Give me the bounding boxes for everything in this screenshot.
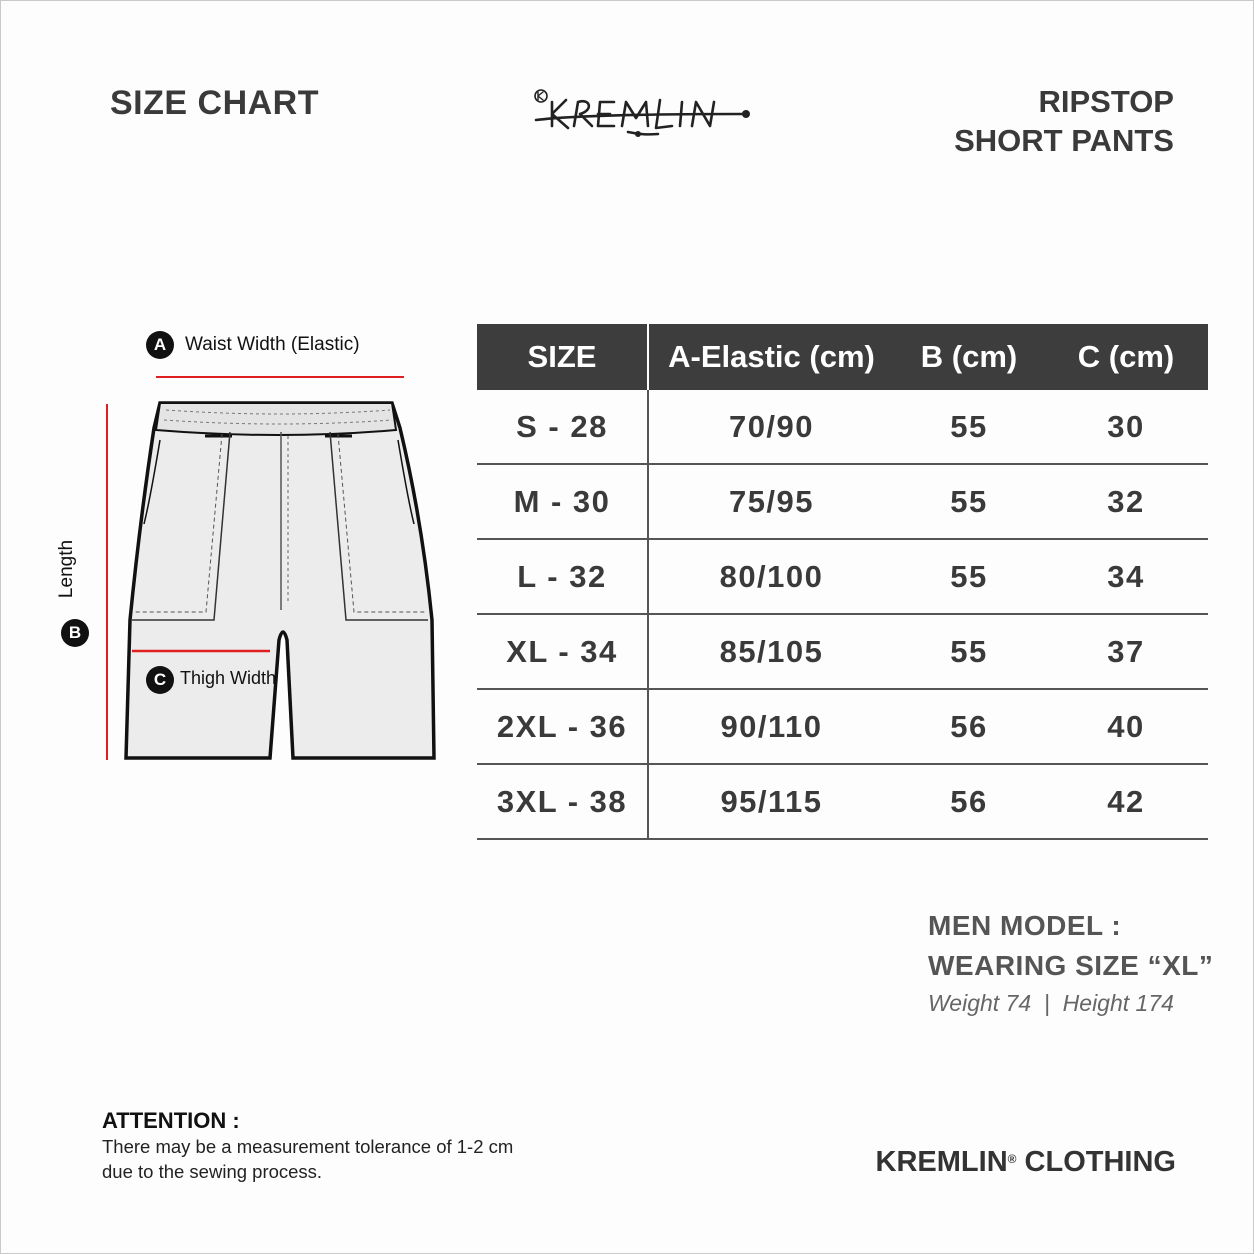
cell-b: 56 [894,689,1044,764]
attention-note [102,1108,513,1184]
header-a-elastic: A-Elastic (cm) [648,324,894,390]
cell-a: 70/90 [648,390,894,464]
header-b: B (cm) [894,324,1044,390]
page-title: SIZE CHART [110,84,319,122]
table-header-row [477,324,1208,390]
cell-size: M - 30 [477,464,648,539]
cell-b: 56 [894,764,1044,839]
model-measurements: Weight 74 | Height 174 [928,990,1174,1016]
model-wearing-size: WEARING SIZE “XL” [928,950,1214,981]
cell-c: 30 [1044,390,1208,464]
cell-a: 80/100 [648,539,894,614]
registered-mark: ® [1007,1152,1017,1166]
label-a-badge: A [146,331,174,359]
cell-size: S - 28 [477,390,648,464]
cell-b: 55 [894,390,1044,464]
cell-size: 3XL - 38 [477,764,648,839]
brand-name: KREMLIN [875,1146,1008,1178]
label-length: Length [56,539,78,599]
product-line-1: RIPSTOP [1038,84,1174,119]
footer-brand [876,1146,1176,1179]
table-row [477,689,1208,764]
product-line-2: SHORT PANTS [954,123,1174,158]
cell-b: 55 [894,614,1044,689]
cell-size: 2XL - 36 [477,689,648,764]
header-size: SIZE [477,324,648,390]
cell-c: 37 [1044,614,1208,689]
waistband [156,403,396,435]
cell-b: 55 [894,539,1044,614]
cell-a: 75/95 [648,464,894,539]
label-c-badge: C [146,666,174,694]
table-row [477,764,1208,839]
kremlin-logo [528,80,753,140]
cell-c: 40 [1044,689,1208,764]
brand-suffix: CLOTHING [1016,1146,1176,1178]
label-b-badge: B [61,619,89,647]
header-c: C (cm) [1044,324,1208,390]
shorts-outline [126,403,434,758]
attention-heading: ATTENTION : [102,1108,240,1133]
cell-b: 55 [894,464,1044,539]
size-table [477,324,1208,840]
model-info [928,906,1213,1017]
cell-a: 85/105 [648,614,894,689]
product-name [954,82,1174,160]
attention-line-2: due to the sewing process. [102,1161,323,1182]
attention-line-1: There may be a measurement tolerance of 1-2 cm [102,1136,514,1157]
table-row [477,539,1208,614]
cell-a: 95/115 [648,764,894,839]
table-row [477,390,1208,464]
cell-size: L - 32 [477,539,648,614]
model-heading: MEN MODEL : [928,910,1122,941]
cell-c: 32 [1044,464,1208,539]
table-row [477,614,1208,689]
table-row [477,464,1208,539]
cell-a: 90/110 [648,689,894,764]
cell-size: XL - 34 [477,614,648,689]
cell-c: 34 [1044,539,1208,614]
label-waist-width: Waist Width (Elastic) [185,334,360,355]
cell-c: 42 [1044,764,1208,839]
label-thigh-width: Thigh Width [180,668,277,688]
